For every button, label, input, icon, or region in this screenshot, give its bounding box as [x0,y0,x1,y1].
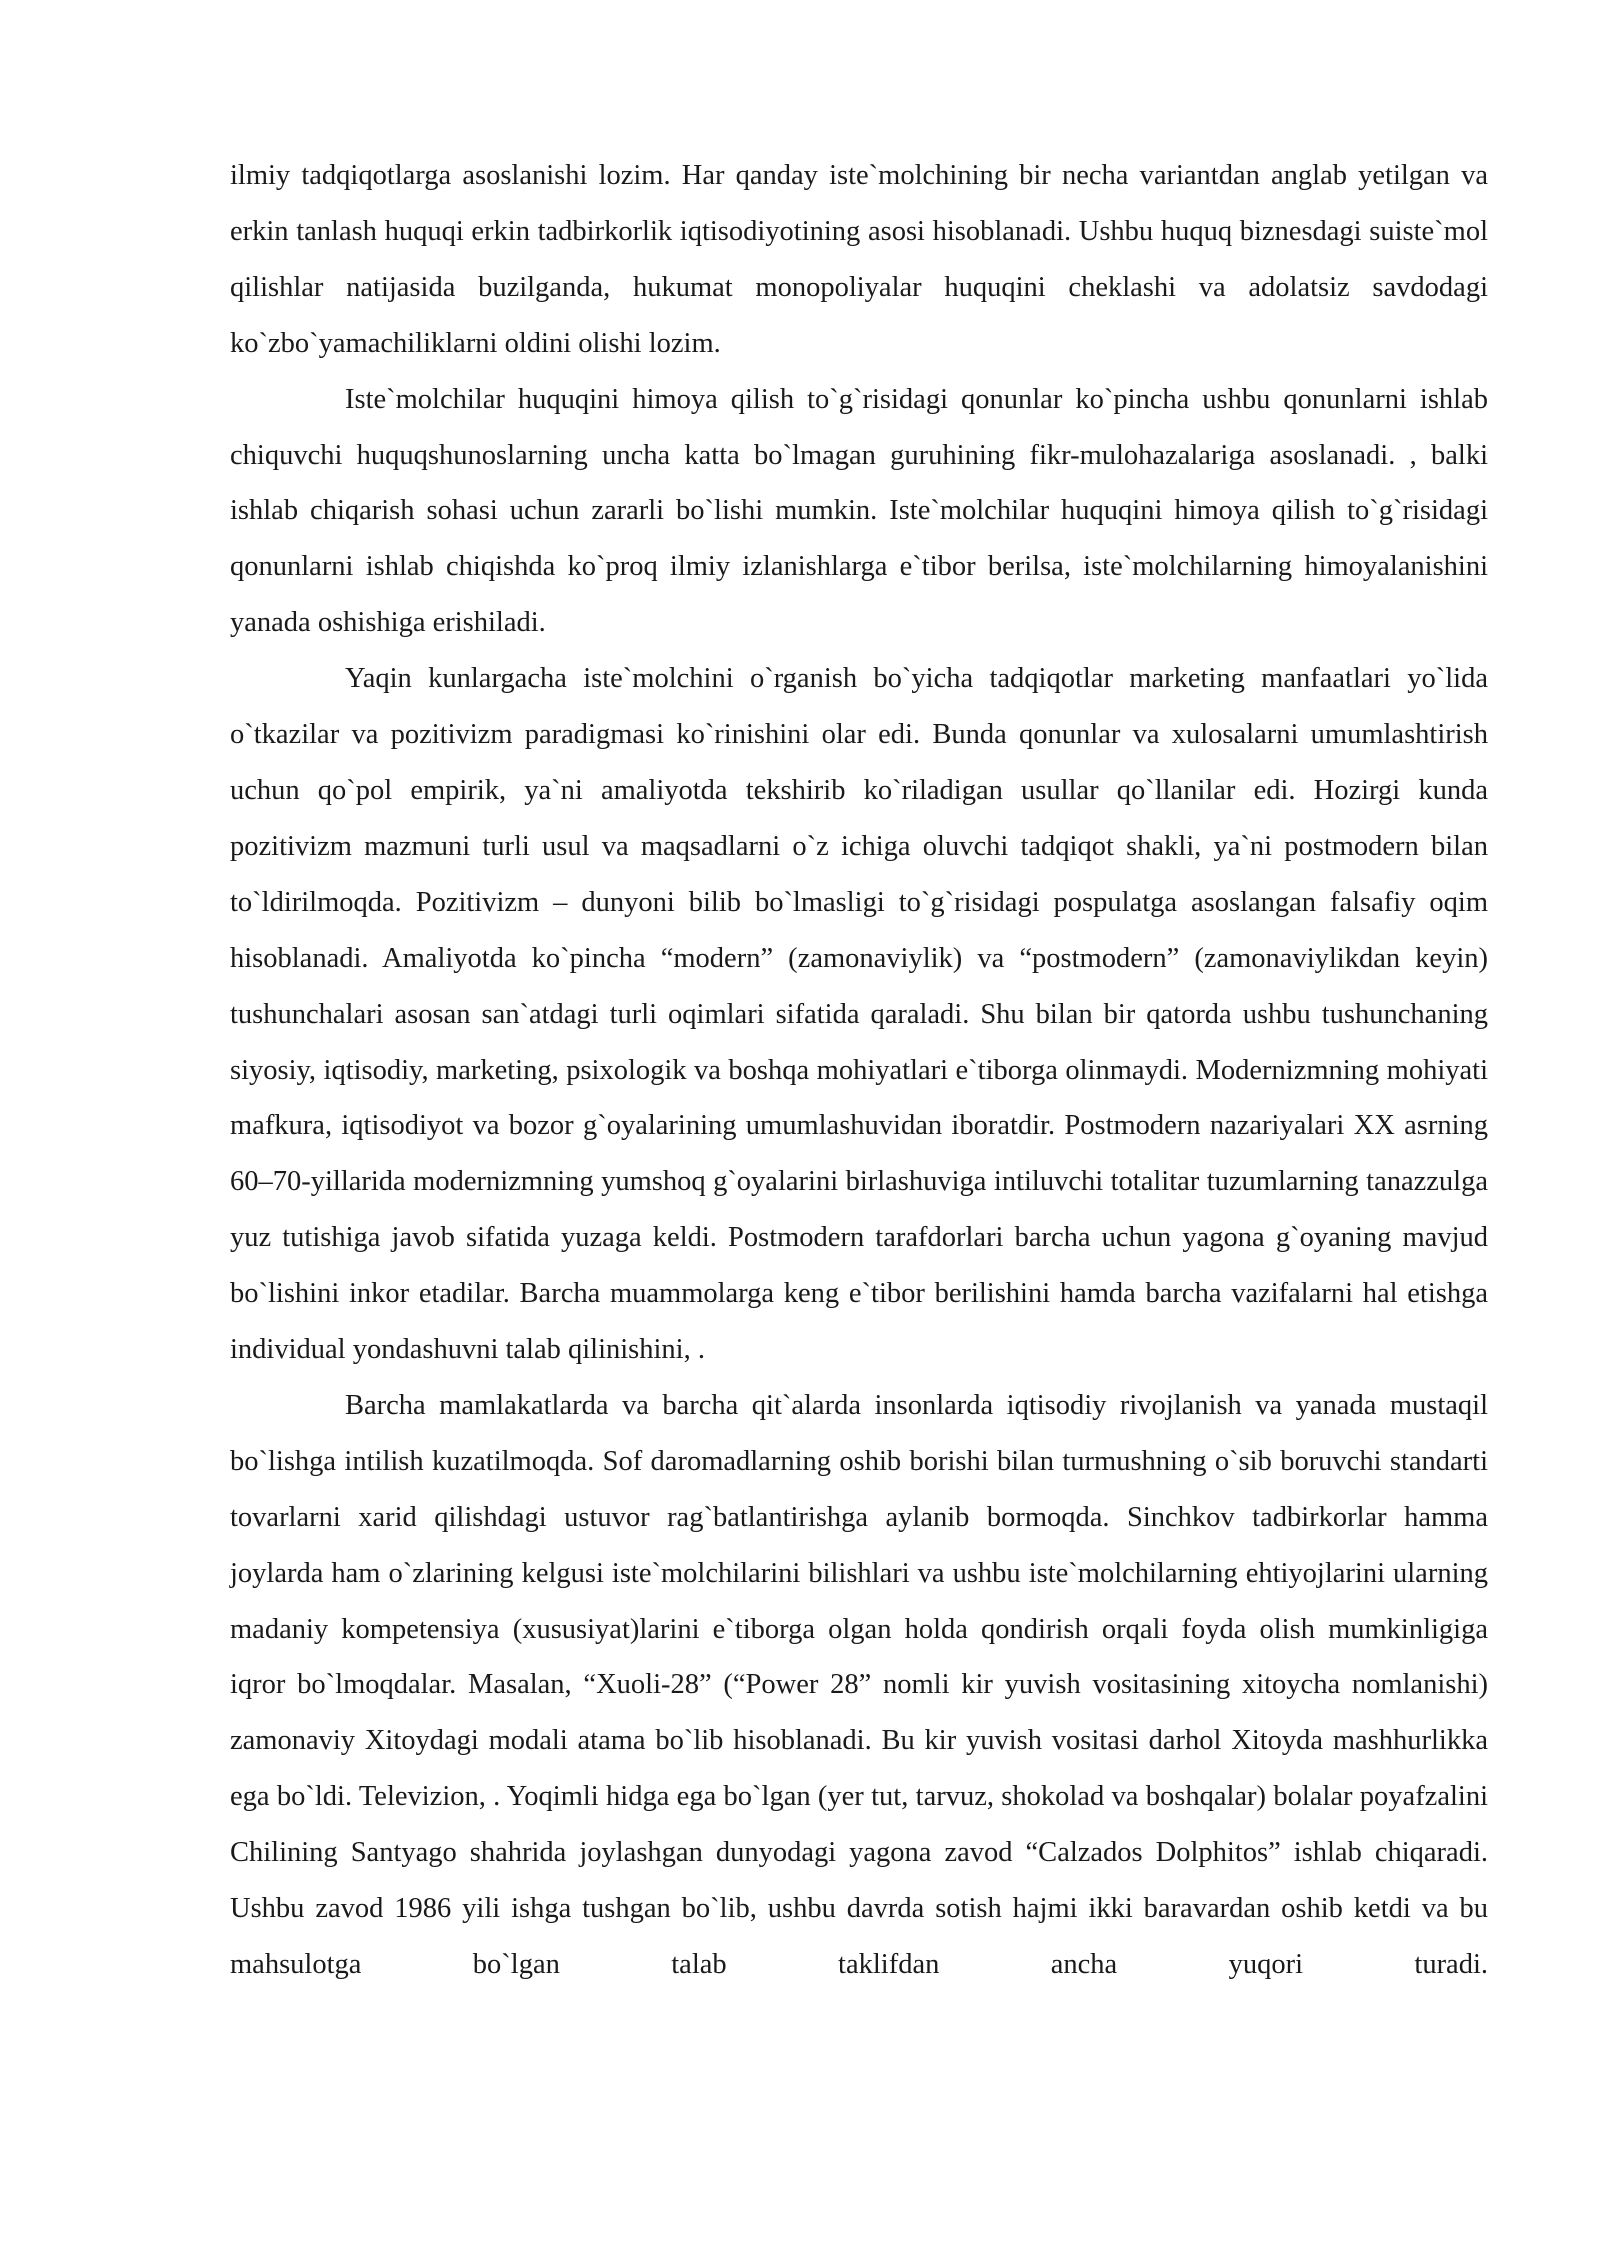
paragraph-3: Yaqin kunlargacha iste`molchini o`rganish bo`yicha tadqiqotlar marketing manfaatlari yo`lida o`tkazilar va pozitivizm paradigmasi ko`rinishini olar edi. Bunda qonunlar va xulosalarni umumlashtirish uchun qo`pol empirik, ya`ni amaliyotda tekshirib ko`riladigan usullar qo`llanilar edi. Hozirgi kunda pozitivizm mazmuni turli usul va maqsadlarni o`z ichiga oluvchi tadqiqot shakli, ya`ni postmodern bilan to`ldirilmoqda. Pozitivizm – dunyoni bilib bo`lmasligi to`g`risidagi pospulatga asoslangan falsafiy oqim hisoblanadi. Amaliyotda ko`pincha “modern” (zamonaviylik) va “postmodern” (zamonaviylikdan keyin) tushunchalari asosan san`atdagi turli oqimlari sifatida qaraladi. Shu bilan bir qatorda ushbu tushunchaning siyosiy, iqtisodiy, marketing, psixologik va boshqa mohiyatlari e`tiborga olinmaydi. Modernizmning mohiyati mafkura, iqtisodiyot va bozor g`oyalarining umumlashuvidan iboratdir. Postmodern nazariyalari XX asrning 60–70-yillarida modernizmning yumshoq g`oyalarini birlashuviga intiluvchi totalitar tuzumlarning tanazzulga yuz tutishiga javob sifatida yuzaga keldi. Postmodern tarafdorlari barcha uchun yagona g`oyaning mavjud bo`lishini inkor etadilar. Barcha muammolarga keng e`tibor berilishini hamda barcha vazifalarni hal etishga individual yondashuvni talab qilinishini, . [230,663,1488,1366]
paragraph-2: Iste`molchilar huquqini himoya qilish to`g`risidagi qonunlar ko`pincha ushbu qonunlarni ishlab chiquvchi huquqshunoslarning uncha katta bo`lmagan guruhining fikr-mulohazalariga asoslanadi. , balki ishlab chiqarish sohasi uchun zararli bo`lishi mumkin. Iste`molchilar huquqini himoya qilish to`g`risidagi qonunlarni ishlab chiqishda ko`proq ilmiy izlanishlarga e`tibor berilsa, iste`molchilarning himoyalanishini yanada oshishiga erishiladi. [230,383,1488,639]
document-body [230,148,1488,1993]
paragraph-1: ilmiy tadqiqotlarga asoslanishi lozim. Har qanday iste`molchining bir necha variantdan anglab yetilgan va erkin tanlash huquqi erkin tadbirkorlik iqtisodiyotining asosi hisoblanadi. Ushbu huquq biznesdagi suiste`mol qilishlar natijasida buzilganda, hukumat monopoliyalar huquqini cheklashi va adolatsiz savdodagi ko`zbo`yamachiliklarni oldini olishi lozim. [230,160,1488,359]
paragraph-4: Barcha mamlakatlarda va barcha qit`alarda insonlarda iqtisodiy rivojlanish va yanada mustaqil bo`lishga intilish kuzatilmoqda. Sof daromadlarning oshib borishi bilan turmushning o`sib boruvchi standarti tovarlarni xarid qilishdagi ustuvor rag`batlantirishga aylanib bormoqda. Sinchkov tadbirkorlar hamma joylarda ham o`zlarining kelgusi iste`molchilarini bilishlari va ushbu iste`molchilarning ehtiyojlarini ularning madaniy kompetensiya (xususiyat)larini e`tiborga olgan holda qondirish orqali foyda olish mumkinligiga iqror bo`lmoqdalar. Masalan, “Xuoli-28” (“Power 28” nomli kir yuvish vositasining xitoycha nomlanishi) zamonaviy Xitoydagi modali atama bo`lib hisoblanadi. Bu kir yuvish vositasi darhol Xitoyda mashhurlikka ega bo`ldi. Televizion, . Yoqimli hidga ega bo`lgan (yer tut, tarvuz, shokolad va boshqalar) bolalar poyafzalini Chilining Santyago shahrida joylashgan dunyodagi yagona zavod “Calzados Dolphitos” ishlab chiqaradi. Ushbu zavod 1986 yili ishga tushgan bo`lib, ushbu davrda sotish hajmi ikki baravardan oshib ketdi va bu mahsulotga bo`lgan talab taklifdan ancha yuqori turadi. [230,1389,1488,1980]
